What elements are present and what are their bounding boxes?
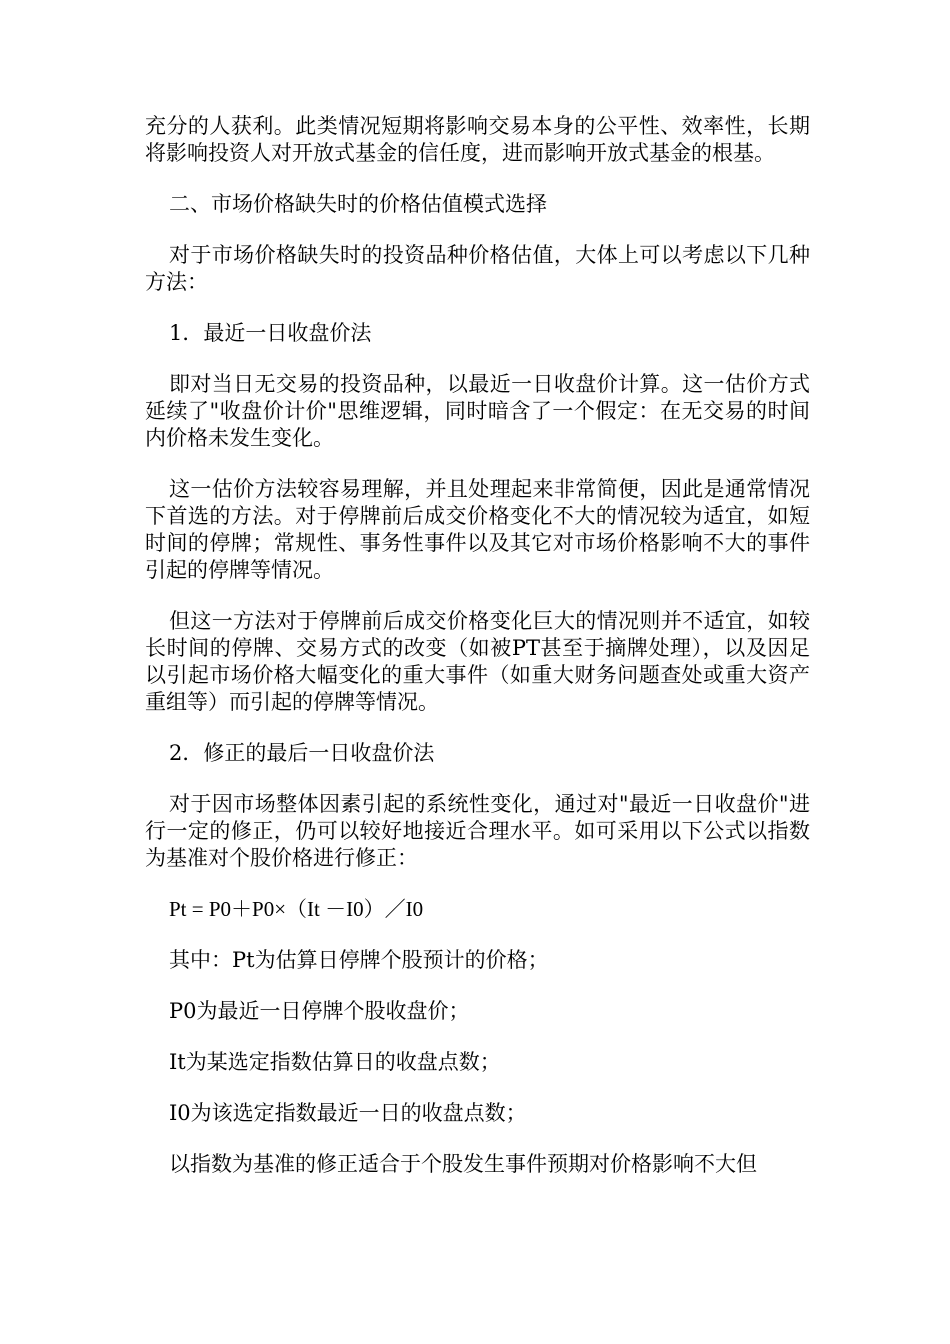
paragraph-method-1-definition: 即对当日无交易的投资品种，以最近一日收盘价计算。这一估价方式延续了"收盘价计价"思维逻辑，同时暗含了一个假定：在无交易的时间内价格未发生变化。 <box>145 372 810 450</box>
section-heading-2: 二、市场价格缺失时的价格估值模式选择 <box>169 192 547 216</box>
definition-p0: P0为最近一日停牌个股收盘价； <box>169 999 470 1023</box>
formula-adjusted-price: Pt = P0＋P0×（It －I0）／I0 <box>169 897 424 921</box>
paragraph-methods-intro: 对于市场价格缺失时的投资品种价格估值，大体上可以考虑以下几种方法： <box>145 243 810 294</box>
paragraph-index-adjustment: 以指数为基准的修正适合于个股发生事件预期对价格影响不大但 <box>169 1152 757 1176</box>
paragraph-method-1-limitations: 但这一方法对于停牌前后成交价格变化巨大的情况则并不适宜，如较长时间的停牌、交易方式的改变（如被PT甚至于摘牌处理），以及因足以引起市场价格大幅变化的重大事件（如重大财务问题查处或重大资产重组等）而引起的停牌等情况。 <box>145 609 810 714</box>
paragraph-method-2-description: 对于因市场整体因素引起的系统性变化，通过对"最近一日收盘价"进行一定的修正，仍可以较好地接近合理水平。如可采用以下公式以指数为基准对个股价格进行修正： <box>145 792 810 870</box>
document-page <box>145 113 810 1178</box>
definition-pt: 其中：Pt为估算日停牌个股预计的价格； <box>169 948 549 972</box>
paragraph-method-1-advantages: 这一估价方法较容易理解，并且处理起来非常简便，因此是通常情况下首选的方法。对于停牌前后成交价格变化不大的情况较为适宜，如短时间的停牌；常规性、事务性事件以及其它对市场价格影响不大的事件引起的停牌等情况。 <box>145 477 810 582</box>
paragraph-intro-continuation: 充分的人获利。此类情况短期将影响交易本身的公平性、效率性，长期将影响投资人对开放式基金的信任度，进而影响开放式基金的根基。 <box>145 114 810 165</box>
definition-it: It为某选定指数估算日的收盘点数； <box>169 1050 501 1074</box>
subheading-method-1: 1．最近一日收盘价法 <box>169 321 372 345</box>
definition-i0: I0为该选定指数最近一日的收盘点数； <box>169 1101 527 1125</box>
subheading-method-2: 2．修正的最后一日收盘价法 <box>169 741 435 765</box>
